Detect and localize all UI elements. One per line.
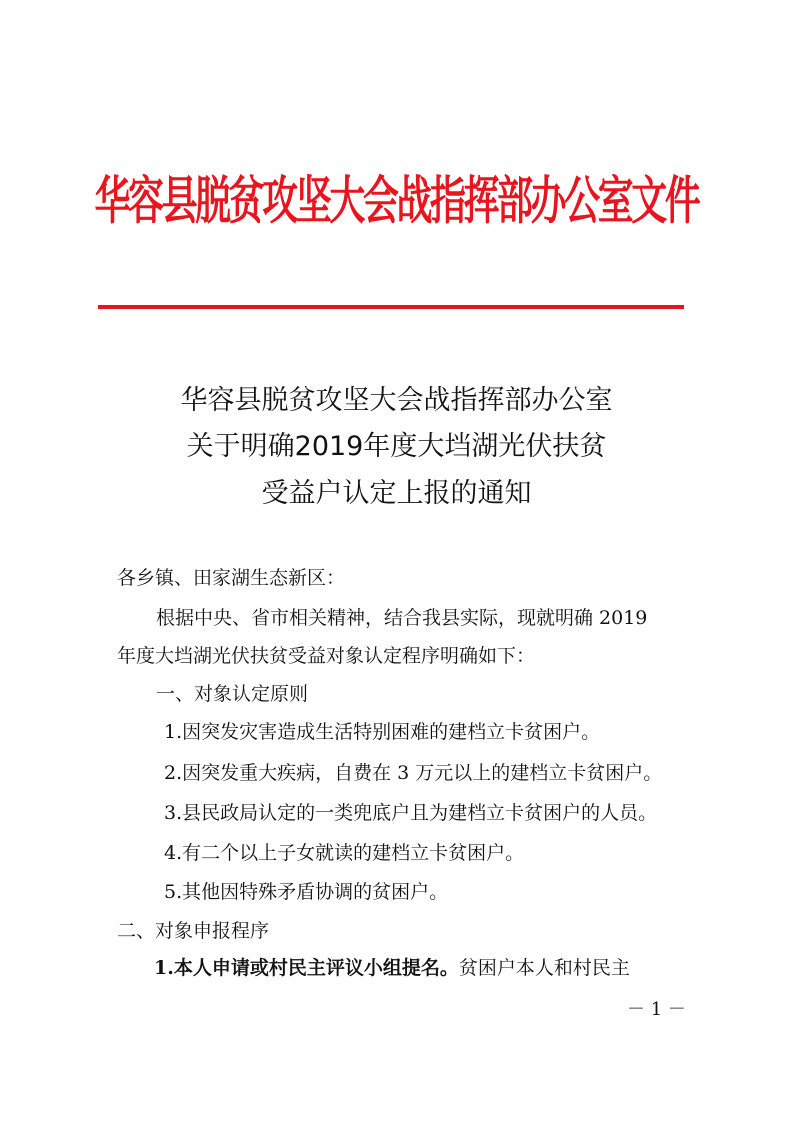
masthead-title: 华容县脱贫攻坚大会战指挥部办公室文件 bbox=[94, 170, 699, 231]
criteria-item-2: 2.因突发重大疾病，自费在 3 万元以上的建档立卡贫困户。 bbox=[164, 762, 663, 784]
document-title-line-2: 关于明确2019年度大垱湖光伏扶贫 bbox=[186, 431, 607, 462]
procedure-step-1 bbox=[154, 954, 630, 982]
section-heading-2: 二、对象申报程序 bbox=[117, 920, 270, 942]
criteria-item-4: 4.有二个以上子女就读的建档立卡贫困户。 bbox=[164, 842, 525, 864]
intro-paragraph-line-2: 年度大垱湖光伏扶贫受益对象认定程序明确如下： bbox=[117, 645, 536, 667]
procedure-step-1-text: 贫困户本人和村民主 bbox=[458, 957, 630, 979]
criteria-item-1: 1.因突发灾害造成生活特别困难的建档立卡贫困户。 bbox=[164, 721, 601, 743]
criteria-item-3: 3.县民政局认定的一类兜底户且为建档立卡贫困户的人员。 bbox=[164, 802, 658, 824]
red-divider-line bbox=[98, 305, 684, 309]
salutation: 各乡镇、田家湖生态新区： bbox=[117, 567, 346, 589]
criteria-item-5: 5.其他因特殊矛盾协调的贫困户。 bbox=[164, 881, 449, 903]
intro-paragraph-line-1: 根据中央、省市相关精神，结合我县实际，现就明确 2019 bbox=[156, 607, 648, 629]
section-heading-1: 一、对象认定原则 bbox=[156, 683, 309, 705]
document-title-line-1: 华容县脱贫攻坚大会战指挥部办公室 bbox=[180, 385, 613, 416]
procedure-step-1-title: 1.本人申请或村民主评议小组提名。 bbox=[154, 957, 459, 979]
document-title-line-3: 受益户认定上报的通知 bbox=[261, 478, 532, 509]
page-number: － 1 － bbox=[627, 999, 686, 1020]
